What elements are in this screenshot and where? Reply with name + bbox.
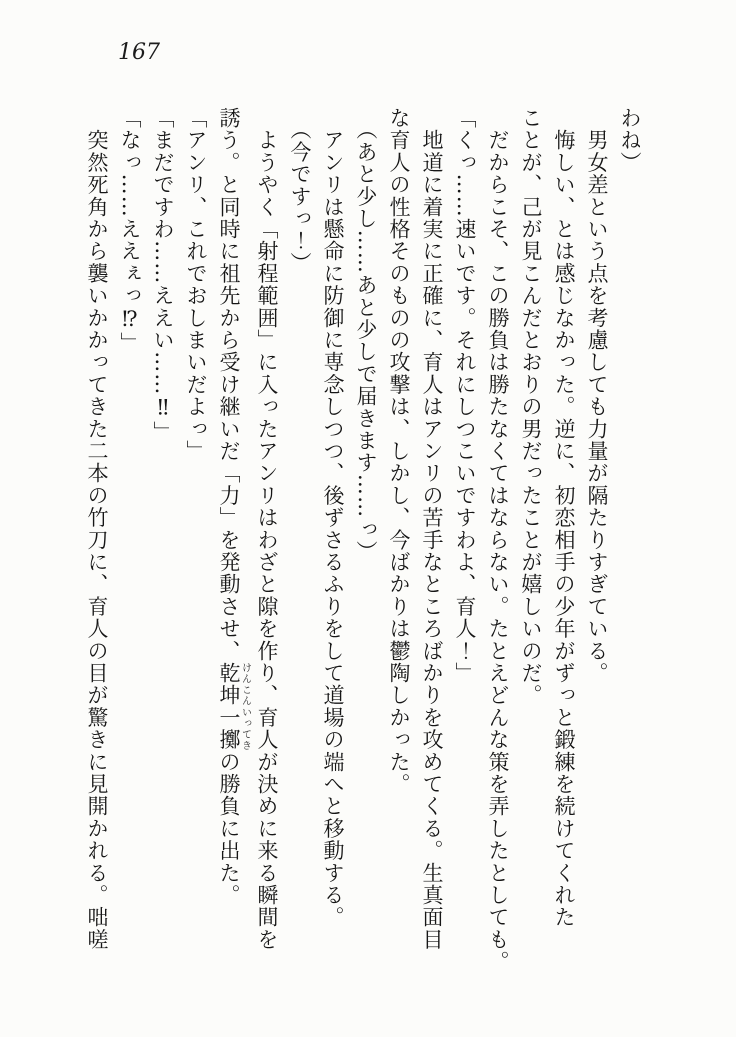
text-line-13-pre: 誘う。と同時に祖先から受け継いだ「力」を発動させ、	[217, 107, 241, 662]
text-line-16: 「なっ……ええぇっ⁉」	[118, 107, 142, 355]
text-line-7: 地道に着実に正確に、育人はアンリの苦手なところばかりを攻めてくる。生真面目	[420, 107, 444, 951]
page-number: 167	[118, 40, 160, 65]
text-line-17: 突然死角から襲いかかってきた二本の竹刀に、育人の目が驚きに見開かれる。咄嗟	[85, 107, 109, 951]
text-line-14: 「アンリ、これでおしまいだよっ」	[184, 107, 208, 463]
text-line-10: アンリは懸命に防御に専念しつつ、後ずさるふりをして道場の端へと移動する。	[321, 107, 345, 929]
text-line-1: わね）	[618, 107, 642, 174]
text-line-8: な育人の性格そのものの攻撃は、しかし、今ばかりは鬱陶しかった。	[387, 107, 411, 796]
ruby-furigana: けんこんいってき	[239, 662, 251, 751]
text-line-13-post: の勝負に出た。	[217, 750, 241, 907]
text-line-5: だからこそ、この勝負は勝たなくてはならない。たとえどんな策を弄したとしても。	[486, 107, 510, 973]
text-line-12: ようやく「射程範囲」に入ったアンリはわざと隙を作り、育人が決めに来る瞬間を	[255, 107, 279, 951]
text-line-13	[212, 107, 250, 985]
text-line-3: 悔しい、とは感じなかった。逆に、初恋相手の少年がずっと鍛練を続けてくれた	[552, 107, 576, 929]
text-line-15: 「まだですわ……ええい……‼」	[151, 107, 175, 443]
text-line-9: （あと少し……あと少しで届きます……っ）	[354, 107, 378, 563]
text-line-11: （今ですっ！）	[288, 107, 312, 275]
text-line-6: 「くっ……速いです。それにしつこいですわよ、育人！」	[453, 107, 477, 685]
ruby-kenkon-itteki	[217, 662, 251, 751]
vertical-text-block	[80, 107, 646, 985]
text-line-4: ことが、己が見こんだとおりの男だったことが嬉しいのだ。	[519, 107, 543, 707]
ruby-base: 乾坤一擲	[217, 662, 241, 751]
text-line-2: 男女差という点を考慮しても力量が隔たりすぎている。	[585, 107, 609, 685]
